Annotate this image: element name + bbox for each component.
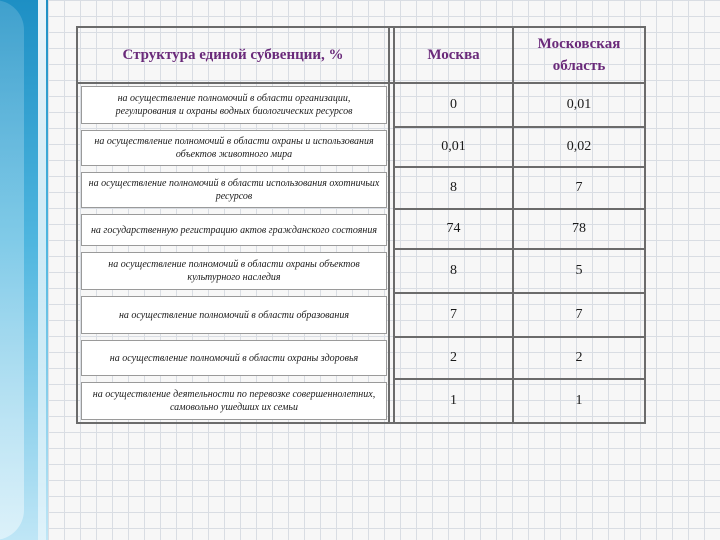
row-8-label-text: на осуществление деятельности по перевозке совершеннолетних, самовольно ушедших их семьи <box>92 389 376 413</box>
row-5-region: 5 <box>575 263 583 278</box>
row-5-moscow: 8 <box>450 263 457 278</box>
side-wave <box>0 0 24 540</box>
row-8-moscow: 1 <box>450 393 457 408</box>
header-structure <box>78 28 388 82</box>
row-3-moscow: 8 <box>450 180 457 195</box>
row-8-region: 1 <box>575 393 583 408</box>
row-6-label <box>81 296 387 334</box>
header-region <box>514 28 644 82</box>
row-4-region: 78 <box>572 221 586 236</box>
row-6-label-text: на осуществление полномочий в области образования <box>118 309 350 321</box>
row-2-moscow: 0,01 <box>441 139 466 154</box>
row-3-region: 7 <box>575 180 583 195</box>
row-2-region: 0,02 <box>566 139 592 154</box>
header-region-text: Московская область <box>537 36 621 74</box>
side-decoration <box>0 0 48 540</box>
row-4-label-text: на государственную регистрацию актов гражданского состояния <box>90 224 378 236</box>
row-4-label <box>81 214 387 246</box>
row-6-moscow: 7 <box>450 307 457 322</box>
row-1-label <box>81 86 387 124</box>
row-3-label <box>81 172 387 208</box>
row-6-region: 7 <box>575 307 583 322</box>
table-border-bottom <box>76 422 646 424</box>
table-border-left <box>76 26 78 424</box>
row-1-label-text: на осуществление полномочий в области организации, регулирования и охраны водных биологических ресурсов <box>115 93 353 117</box>
header-moscow <box>395 28 512 82</box>
row-2-label-text: на осуществление полномочий в области охраны и использования объектов животного мира <box>94 136 374 160</box>
row-7-label-text: на осуществление полномочий в области охраны здоровья <box>109 352 359 364</box>
row-3-label-text: на осуществление полномочий в области использования охотничьих ресурсов <box>88 178 380 202</box>
row-5-label <box>81 252 387 290</box>
column-divider-1 <box>388 26 390 424</box>
row-4-moscow: 74 <box>446 221 461 236</box>
row-5-label-text: на осуществление полномочий в области охраны объектов культурного наследия <box>108 259 360 283</box>
subvention-table <box>76 26 646 424</box>
row-7-label <box>81 340 387 376</box>
row-1-moscow: 0 <box>450 97 457 112</box>
row-7-moscow: 2 <box>450 350 457 365</box>
header-moscow-text: Москва <box>427 46 480 63</box>
side-stripe <box>38 0 46 540</box>
row-7-region: 2 <box>575 350 583 365</box>
row-8-label <box>81 382 387 420</box>
row-2-label <box>81 130 387 166</box>
row-1-region: 0,01 <box>566 97 592 112</box>
table-border-right <box>644 26 646 424</box>
header-structure-text: Структура единой субвенции, % <box>122 46 344 63</box>
